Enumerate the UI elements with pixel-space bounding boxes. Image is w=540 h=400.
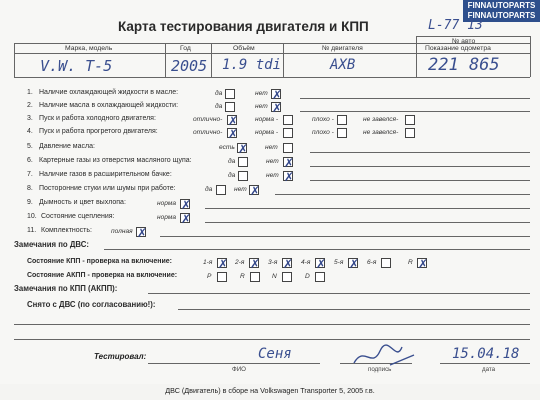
checkmark-icon: ✗ [272,88,283,102]
tester-name-handwritten: Сеня [258,346,292,362]
item-8-num: 8. [27,185,33,192]
item-10-box-normal[interactable] [180,212,192,226]
checkmark-icon: ✗ [228,114,239,128]
item-1-box-no[interactable] [271,88,283,102]
col-engine-header: № двигателя [322,45,363,52]
checkmark-icon: ✗ [283,257,294,271]
item-4-box-normal[interactable] [283,128,293,138]
item-10-text: Состояние сцепления: [41,213,115,220]
item-3-box-bad[interactable] [337,115,347,125]
checkmark-icon: ✗ [284,170,295,184]
akpp-label: Состояние АКПП - проверка на включение: [27,272,178,279]
akpp-n-label: N [272,273,277,280]
checkmark-icon: ✗ [218,257,229,271]
removed-label: Снято с ДВС (по согласованию!): [27,300,156,309]
item-9-text: Дымность и цвет выхлопа: [39,199,126,206]
item-8-text: Посторонние стуки или шумы при работе: [39,185,176,192]
gear-5-box[interactable] [348,257,360,271]
item-3-opt-nostart: не завелся- [363,116,399,123]
item-8-opt-no: нет [234,186,247,193]
item-2-num: 2. [27,102,33,109]
item-5-text: Давление масла: [39,143,95,150]
year-value: 2005 [171,57,208,75]
item-4-opt-excellent: отлично- [193,129,223,136]
gear-6-label: 6-я [367,259,377,266]
checkmark-icon: ✗ [238,142,249,156]
odometer-value: 221 865 [428,55,500,75]
checkmark-icon: ✗ [181,212,192,226]
item-3-num: 3. [27,115,33,122]
date-handwritten: 15.04.18 [452,346,520,362]
item-4-opt-normal: норма - [255,129,279,136]
checkmark-icon: ✗ [316,257,327,271]
gear-4-box[interactable] [315,257,327,271]
item-5-box-no[interactable] [283,143,293,153]
item-7-num: 7. [27,171,33,178]
item-3-opt-excellent: отлично- [193,116,223,123]
checkmark-icon: ✗ [250,184,261,198]
item-9-box-normal[interactable] [180,198,192,212]
item-5-opt-no: нет [265,144,278,151]
gear-1-label: 1-я [203,259,213,266]
item-1-opt-no: нет [255,90,268,97]
col-volume-header: Объём [233,45,255,52]
checkmark-icon: ✗ [228,127,239,141]
gear-r-box[interactable] [417,257,429,271]
gear-1-box[interactable] [217,257,229,271]
item-3-text: Пуск и работа холодного двигателя: [39,115,156,122]
kpp-label: Состояние КПП - проверка на включение: [27,258,172,265]
gear-2-label: 2-я [235,259,245,266]
gear-6-box[interactable] [381,258,391,268]
akpp-p-box[interactable] [217,272,227,282]
item-7-opt-yes: да [228,172,236,179]
col-odometer-header: Показание одометра [425,45,491,52]
item-5-opt-yes: есть [219,144,235,151]
gear-3-label: 3-я [268,259,278,266]
item-6-num: 6. [27,157,33,164]
badge-line-1: FINNAUTOPARTS [467,1,536,10]
gear-5-label: 5-я [334,259,344,266]
col-car-no-header: № авто [452,38,476,45]
item-3-box-excellent[interactable] [227,114,239,128]
gear-4-label: 4-я [301,259,311,266]
akpp-r-box[interactable] [250,272,260,282]
item-11-opt-full: полная [111,228,133,235]
item-3-box-normal[interactable] [283,115,293,125]
item-4-text: Пуск и работа прогретого двигателя: [39,128,158,135]
checkmark-icon: ✗ [181,198,192,212]
item-4-num: 4. [27,128,33,135]
item-1-box-yes[interactable] [225,89,235,99]
item-5-num: 5. [27,143,33,150]
item-3-opt-bad: плохо - [312,116,334,123]
page-title: Карта тестирования двигателя и КПП [118,19,369,34]
checkmark-icon: ✗ [137,226,148,240]
item-8-opt-yes: да [205,186,213,193]
kpp-remarks-label: Замечания по КПП (АКПП): [14,284,118,293]
item-1-text: Наличие охлаждающей жидкости в масле: [39,89,179,96]
item-2-opt-yes: да [215,103,223,110]
item-2-opt-no: нет [255,103,268,110]
item-6-box-no[interactable] [283,156,295,170]
fio-label: ФИО [232,366,246,373]
item-6-opt-yes: да [228,158,236,165]
akpp-p-label: P [207,273,212,280]
signature-scribble [350,343,420,367]
item-10-opt-normal: норма [157,214,177,221]
item-10-num: 10. [27,213,37,220]
badge-line-2: FINNAUTOPARTS [467,11,536,20]
col-model-header: Марка, модель [65,45,113,52]
item-11-box-full[interactable] [136,226,148,240]
item-7-box-no[interactable] [283,170,295,184]
item-9-opt-normal: норма [157,200,177,207]
card-number-handwritten: L-77 13 [428,18,483,33]
item-7-text: Наличие газов в расширительном бачке: [39,171,172,178]
engine-number-value: AXB [330,57,356,73]
item-2-box-no[interactable] [271,101,283,115]
item-8-box-yes[interactable] [216,185,226,195]
item-11-num: 11. [27,227,37,234]
item-6-box-yes[interactable] [238,157,248,167]
item-8-box-no[interactable] [249,184,261,198]
checkmark-icon: ✗ [349,257,360,271]
item-1-num: 1. [27,89,33,96]
akpp-n-box[interactable] [282,272,292,282]
item-7-box-yes[interactable] [238,171,248,181]
model-value: V.W. T-5 [40,57,113,75]
item-4-box-nostart[interactable] [405,128,415,138]
signature-label: подпись [368,366,392,373]
image-caption: ДВС (Двигатель) в сборе на Volkswagen Transporter 5, 2005 г.в. [165,386,375,395]
checkmark-icon: ✗ [418,257,429,271]
item-2-text: Наличие масла в охлаждающей жидкости: [39,102,179,109]
gear-2-box[interactable] [249,257,261,271]
date-label: дата [482,366,496,373]
checkmark-icon: ✗ [250,257,261,271]
item-5-box-yes[interactable] [237,142,249,156]
checkmark-icon: ✗ [284,156,295,170]
item-1-opt-yes: да [215,90,223,97]
item-4-box-excellent[interactable] [227,127,239,141]
checkmark-icon: ✗ [272,101,283,115]
engine-remarks-label: Замечания по ДВС: [14,240,89,249]
item-6-opt-no: нет [266,158,279,165]
akpp-d-box[interactable] [315,272,325,282]
akpp-r-label: R [240,273,245,280]
item-4-box-bad[interactable] [337,128,347,138]
item-3-box-nostart[interactable] [405,115,415,125]
item-11-text: Комплектность: [41,227,92,234]
col-year-header: Год [180,45,191,52]
item-3-opt-normal: норма - [255,116,279,123]
item-4-opt-bad: плохо - [312,129,334,136]
gear-r-label: R [408,259,413,266]
akpp-d-label: D [305,273,310,280]
tested-by-label: Тестировал: [94,352,147,361]
item-9-num: 9. [27,199,33,206]
item-7-opt-no: нет [266,172,279,179]
gear-3-box[interactable] [282,257,294,271]
item-4-opt-nostart: не завелся- [363,129,399,136]
item-2-box-yes[interactable] [225,102,235,112]
volume-value: 1.9 tdi [222,57,282,73]
item-6-text: Картерные газы из отверстия масляного щупа: [39,157,192,164]
